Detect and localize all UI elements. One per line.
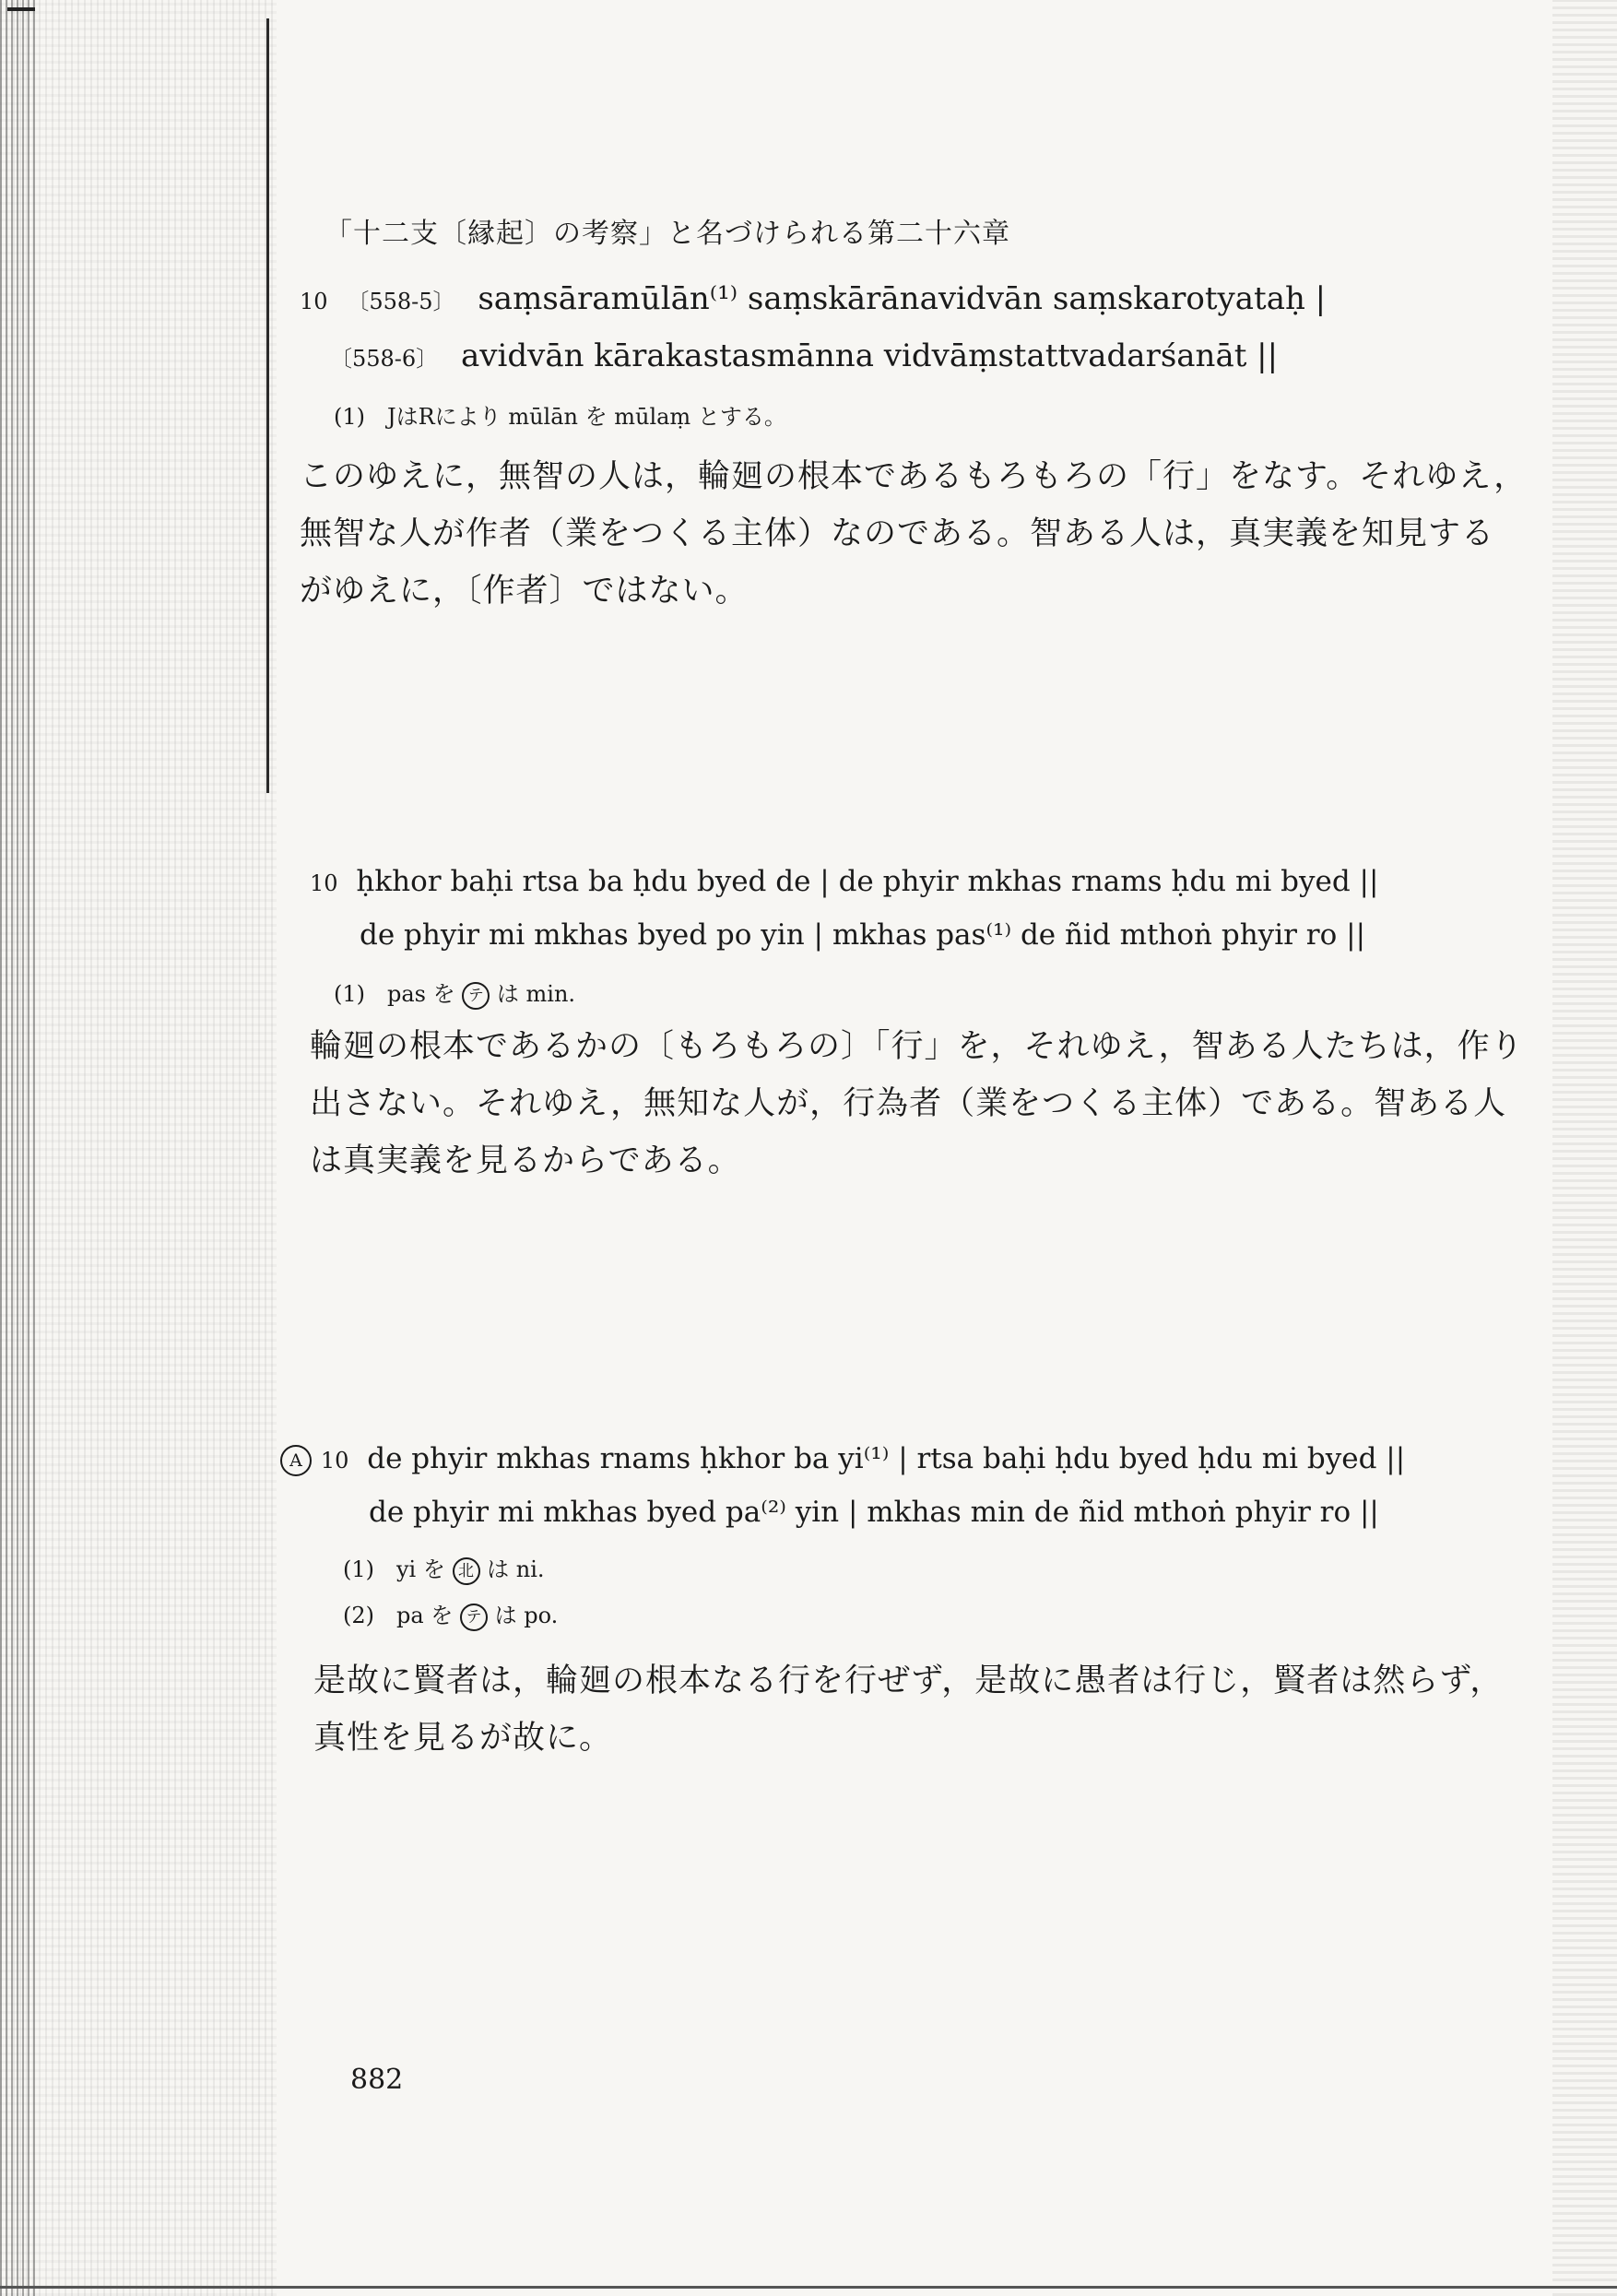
note-text: は po. xyxy=(494,1603,559,1628)
sanskrit-verse-line-1 xyxy=(300,280,1326,317)
translation-line: は真実義を見るからである。 xyxy=(310,1142,741,1179)
tibetan-verse-line-1 xyxy=(310,865,1378,898)
scan-shadow-left xyxy=(0,0,277,2296)
corner-mark xyxy=(7,7,35,11)
circled-symbol: テ xyxy=(462,982,490,1010)
verse-reference: 〔558-5〕 xyxy=(347,289,455,314)
translation-line: このゆえに，無智の人は，輪廻の根本であるもろもろの「行」をなす。それゆえ， xyxy=(300,458,1528,495)
bottom-rule xyxy=(0,2286,1617,2289)
verse-reference: 〔558-6〕 xyxy=(330,346,439,372)
verse-text: avidvān kārakastasmānna vidvāṃstattvadarśanāt || xyxy=(461,337,1279,374)
verse-number: 10 xyxy=(310,870,338,896)
scan-shadow-right xyxy=(1552,0,1617,2296)
verse-number: 10 xyxy=(300,289,328,314)
tibetan2-verse-line-1 xyxy=(280,1442,1405,1476)
tibetan2-footnote-1 xyxy=(343,1551,545,1585)
circled-symbol: 北 xyxy=(453,1557,480,1585)
sanskrit-footnote: (1) JはRにより mūlān を mūlaṃ とする。 xyxy=(334,404,786,430)
note-text: (1) yi を xyxy=(343,1556,445,1582)
chapter-header: 「十二支〔縁起〕の考察」と名づけられる第二十六章 xyxy=(325,218,1010,250)
sanskrit-translation xyxy=(300,448,1527,620)
edition-marker: A xyxy=(280,1445,312,1476)
sanskrit-verse-line-2 xyxy=(330,337,1278,374)
tibetan-footnote xyxy=(334,976,575,1010)
tibetan2-verse-line-2: de phyir mi mkhas byed pa⁽²⁾ yin | mkhas min de ñid mthoṅ phyir ro || xyxy=(369,1496,1379,1529)
translation-line: 輪廻の根本であるかの〔もろもろの〕「行」を，それゆえ，智ある人たちは，作り xyxy=(310,1028,1524,1065)
scan-binding-edge xyxy=(0,0,37,2296)
circled-symbol: テ xyxy=(460,1604,488,1631)
verse-text: saṃsāramūlān⁽¹⁾ saṃskārānavidvān saṃskarotyataḥ | xyxy=(478,280,1327,317)
translation-line: 無智な人が作者（業をつくる主体）なのである。智ある人は，真実義を知見する xyxy=(300,515,1495,552)
translation-line: 是故に賢者は，輪廻の根本なる行を行ぜず，是故に愚者は行じ，賢者は然らず， xyxy=(313,1663,1504,1699)
translation-line: 出さない。それゆえ，無知な人が，行為者（業をつくる主体）である。智ある人 xyxy=(310,1085,1507,1122)
tibetan2-footnote-2 xyxy=(343,1597,558,1631)
margin-line xyxy=(266,18,269,793)
tibetan-verse-line-2: de phyir mi mkhas byed po yin | mkhas pas⁽¹⁾ de ñid mthoṅ phyir ro || xyxy=(360,918,1366,952)
note-text: は min. xyxy=(496,981,576,1007)
translation-line: 真性を見るが故に。 xyxy=(313,1720,613,1757)
verse-number: 10 xyxy=(320,1448,349,1473)
note-text: (2) pa を xyxy=(343,1603,454,1628)
translation-line: がゆえに，〔作者〕ではない。 xyxy=(300,573,749,610)
verse-text: ḥkhor baḥi rtsa ba ḥdu byed de | de phyir mkhas rnams ḥdu mi byed || xyxy=(356,865,1379,898)
tibetan2-translation xyxy=(313,1652,1503,1767)
note-text: (1) pas を xyxy=(334,981,455,1007)
note-text: は ni. xyxy=(487,1556,545,1582)
page-number: 882 xyxy=(350,2064,404,2096)
verse-text: de phyir mkhas rnams ḥkhor ba yi⁽¹⁾ | rtsa baḥi ḥdu byed ḥdu mi byed || xyxy=(367,1442,1406,1475)
tibetan-translation xyxy=(310,1018,1524,1189)
